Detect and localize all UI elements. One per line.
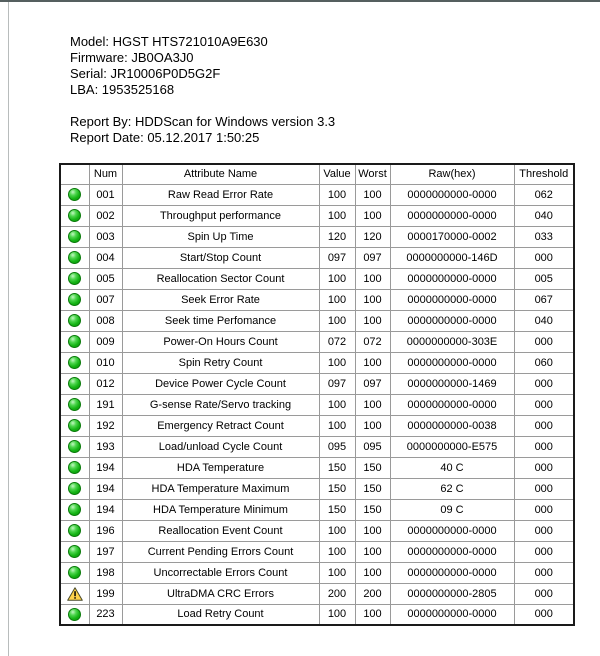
raw-hex-cell: 0000000000-0000 — [390, 268, 514, 289]
threshold-cell: 040 — [514, 205, 574, 226]
table-row — [60, 310, 574, 331]
worst-cell: 120 — [355, 226, 390, 247]
worst-cell: 100 — [355, 268, 390, 289]
column-header-worst: Worst — [355, 164, 390, 184]
table-header — [60, 164, 574, 184]
worst-cell: 097 — [355, 373, 390, 394]
table-row — [60, 436, 574, 457]
drive-info — [70, 34, 600, 146]
value-cell: 100 — [319, 289, 355, 310]
attribute-name-cell: Current Pending Errors Count — [122, 541, 319, 562]
table-row — [60, 541, 574, 562]
worst-cell: 200 — [355, 583, 390, 604]
attribute-name-cell: Load/unload Cycle Count — [122, 436, 319, 457]
num-cell: 009 — [89, 331, 122, 352]
raw-hex-cell: 0000000000-0000 — [390, 541, 514, 562]
raw-hex-cell: 0000000000-1469 — [390, 373, 514, 394]
num-cell: 192 — [89, 415, 122, 436]
raw-hex-cell: 0000000000-0000 — [390, 352, 514, 373]
attribute-name-cell: Emergency Retract Count — [122, 415, 319, 436]
raw-hex-cell: 0000000000-0000 — [390, 394, 514, 415]
threshold-cell: 000 — [514, 541, 574, 562]
green-ball-icon — [68, 524, 81, 537]
value-cell: 100 — [319, 604, 355, 625]
worst-cell: 100 — [355, 562, 390, 583]
green-ball-icon — [68, 314, 81, 327]
value-cell: 097 — [319, 373, 355, 394]
num-cell: 194 — [89, 499, 122, 520]
raw-hex-cell: 62 C — [390, 478, 514, 499]
smart-attributes-table — [59, 163, 575, 626]
attribute-name-cell: Raw Read Error Rate — [122, 184, 319, 205]
status-cell — [60, 541, 89, 562]
threshold-cell: 000 — [514, 604, 574, 625]
num-cell: 002 — [89, 205, 122, 226]
status-cell — [60, 247, 89, 268]
table-row — [60, 415, 574, 436]
green-ball-icon — [68, 251, 81, 264]
worst-cell: 150 — [355, 499, 390, 520]
num-cell: 003 — [89, 226, 122, 247]
status-cell — [60, 478, 89, 499]
status-cell — [60, 205, 89, 226]
green-ball-icon — [68, 398, 81, 411]
attribute-name-cell: Spin Retry Count — [122, 352, 319, 373]
value-cell: 072 — [319, 331, 355, 352]
status-cell — [60, 352, 89, 373]
num-cell: 008 — [89, 310, 122, 331]
threshold-cell: 000 — [514, 562, 574, 583]
table-row — [60, 520, 574, 541]
status-cell — [60, 394, 89, 415]
green-ball-icon — [68, 230, 81, 243]
status-cell — [60, 310, 89, 331]
status-cell — [60, 373, 89, 394]
green-ball-icon — [68, 272, 81, 285]
raw-hex-cell: 0000000000-E575 — [390, 436, 514, 457]
attribute-name-cell: HDA Temperature — [122, 457, 319, 478]
worst-cell: 100 — [355, 352, 390, 373]
firmware-line: Firmware: JB0OA3J0 — [70, 50, 194, 65]
threshold-cell: 040 — [514, 310, 574, 331]
green-ball-icon — [68, 209, 81, 222]
raw-hex-cell: 0000000000-0000 — [390, 310, 514, 331]
worst-cell: 100 — [355, 205, 390, 226]
table-row — [60, 478, 574, 499]
table-row — [60, 352, 574, 373]
worst-cell: 100 — [355, 604, 390, 625]
raw-hex-cell: 0000000000-0000 — [390, 184, 514, 205]
value-cell: 097 — [319, 247, 355, 268]
green-ball-icon — [68, 503, 81, 516]
table-row — [60, 373, 574, 394]
status-cell — [60, 583, 89, 604]
num-cell: 012 — [89, 373, 122, 394]
num-cell: 197 — [89, 541, 122, 562]
worst-cell: 100 — [355, 541, 390, 562]
threshold-cell: 005 — [514, 268, 574, 289]
raw-hex-cell: 40 C — [390, 457, 514, 478]
attribute-name-cell: Uncorrectable Errors Count — [122, 562, 319, 583]
value-cell: 100 — [319, 268, 355, 289]
header-row — [60, 164, 574, 184]
green-ball-icon — [68, 566, 81, 579]
threshold-cell: 000 — [514, 331, 574, 352]
blank-line — [70, 98, 600, 114]
worst-cell: 072 — [355, 331, 390, 352]
threshold-cell: 067 — [514, 289, 574, 310]
value-cell: 150 — [319, 499, 355, 520]
status-cell — [60, 331, 89, 352]
value-cell: 150 — [319, 457, 355, 478]
table-row — [60, 457, 574, 478]
status-cell — [60, 562, 89, 583]
green-ball-icon — [68, 293, 81, 306]
column-header-status — [60, 164, 89, 184]
attribute-name-cell: Device Power Cycle Count — [122, 373, 319, 394]
value-cell: 100 — [319, 205, 355, 226]
threshold-cell: 000 — [514, 457, 574, 478]
attribute-name-cell: Reallocation Sector Count — [122, 268, 319, 289]
value-cell: 100 — [319, 352, 355, 373]
table-row — [60, 205, 574, 226]
green-ball-icon — [68, 482, 81, 495]
attribute-name-cell: Load Retry Count — [122, 604, 319, 625]
attribute-name-cell: HDA Temperature Minimum — [122, 499, 319, 520]
attribute-name-cell: Power-On Hours Count — [122, 331, 319, 352]
attribute-name-cell: Seek time Perfomance — [122, 310, 319, 331]
attribute-name-cell: G-sense Rate/Servo tracking — [122, 394, 319, 415]
raw-hex-cell: 0000000000-0000 — [390, 562, 514, 583]
threshold-cell: 060 — [514, 352, 574, 373]
table-row — [60, 184, 574, 205]
threshold-cell: 033 — [514, 226, 574, 247]
value-cell: 095 — [319, 436, 355, 457]
worst-cell: 150 — [355, 457, 390, 478]
value-cell: 100 — [319, 562, 355, 583]
value-cell: 100 — [319, 394, 355, 415]
num-cell: 004 — [89, 247, 122, 268]
warning-triangle-icon — [67, 587, 83, 601]
green-ball-icon — [68, 419, 81, 432]
worst-cell: 100 — [355, 415, 390, 436]
status-cell — [60, 604, 89, 625]
worst-cell: 095 — [355, 436, 390, 457]
threshold-cell: 000 — [514, 415, 574, 436]
status-cell — [60, 415, 89, 436]
raw-hex-cell: 0000000000-146D — [390, 247, 514, 268]
column-header-num: Num — [89, 164, 122, 184]
num-cell: 194 — [89, 457, 122, 478]
value-cell: 100 — [319, 184, 355, 205]
table-body — [60, 184, 574, 625]
num-cell: 007 — [89, 289, 122, 310]
status-cell — [60, 436, 89, 457]
num-cell: 223 — [89, 604, 122, 625]
status-cell — [60, 457, 89, 478]
status-cell — [60, 499, 89, 520]
value-cell: 100 — [319, 415, 355, 436]
column-header-raw-hex: Raw(hex) — [390, 164, 514, 184]
column-header-value: Value — [319, 164, 355, 184]
threshold-cell: 000 — [514, 247, 574, 268]
attribute-name-cell: HDA Temperature Maximum — [122, 478, 319, 499]
threshold-cell: 000 — [514, 478, 574, 499]
raw-hex-cell: 0000000000-2805 — [390, 583, 514, 604]
green-ball-icon — [68, 545, 81, 558]
num-cell: 001 — [89, 184, 122, 205]
num-cell: 199 — [89, 583, 122, 604]
column-header-threshold: Threshold — [514, 164, 574, 184]
num-cell: 005 — [89, 268, 122, 289]
raw-hex-cell: 0000000000-0000 — [390, 520, 514, 541]
raw-hex-cell: 0000000000-0000 — [390, 604, 514, 625]
table-row — [60, 583, 574, 604]
serial-line: Serial: JR10006P0D5G2F — [70, 66, 221, 81]
value-cell: 150 — [319, 478, 355, 499]
table-row — [60, 331, 574, 352]
green-ball-icon — [68, 188, 81, 201]
column-header-attribute-name: Attribute Name — [122, 164, 319, 184]
status-cell — [60, 184, 89, 205]
worst-cell: 100 — [355, 184, 390, 205]
attribute-name-cell: Reallocation Event Count — [122, 520, 319, 541]
worst-cell: 100 — [355, 520, 390, 541]
table-row — [60, 268, 574, 289]
lba-line: LBA: 1953525168 — [70, 82, 175, 97]
raw-hex-cell: 09 C — [390, 499, 514, 520]
table-row — [60, 289, 574, 310]
num-cell: 010 — [89, 352, 122, 373]
green-ball-icon — [68, 377, 81, 390]
value-cell: 100 — [319, 520, 355, 541]
green-ball-icon — [68, 440, 81, 453]
threshold-cell: 000 — [514, 583, 574, 604]
raw-hex-cell: 0000000000-0038 — [390, 415, 514, 436]
value-cell: 100 — [319, 310, 355, 331]
worst-cell: 150 — [355, 478, 390, 499]
report-by-line: Report By: HDDScan for Windows version 3.3 — [70, 114, 336, 129]
worst-cell: 100 — [355, 394, 390, 415]
attribute-name-cell: Start/Stop Count — [122, 247, 319, 268]
table-row — [60, 499, 574, 520]
raw-hex-cell: 0000000000-0000 — [390, 289, 514, 310]
status-cell — [60, 520, 89, 541]
green-ball-icon — [68, 335, 81, 348]
attribute-name-cell: UltraDMA CRC Errors — [122, 583, 319, 604]
green-ball-icon — [68, 608, 81, 621]
worst-cell: 100 — [355, 289, 390, 310]
green-ball-icon — [68, 461, 81, 474]
raw-hex-cell: 0000000000-0000 — [390, 205, 514, 226]
worst-cell: 097 — [355, 247, 390, 268]
num-cell: 193 — [89, 436, 122, 457]
threshold-cell: 000 — [514, 436, 574, 457]
table-row — [60, 247, 574, 268]
num-cell: 194 — [89, 478, 122, 499]
num-cell: 191 — [89, 394, 122, 415]
threshold-cell: 000 — [514, 499, 574, 520]
status-cell — [60, 226, 89, 247]
value-cell: 200 — [319, 583, 355, 604]
value-cell: 100 — [319, 541, 355, 562]
table-row — [60, 394, 574, 415]
status-cell — [60, 289, 89, 310]
attribute-name-cell: Spin Up Time — [122, 226, 319, 247]
num-cell: 196 — [89, 520, 122, 541]
table-row — [60, 604, 574, 625]
threshold-cell: 000 — [514, 373, 574, 394]
raw-hex-cell: 0000000000-303E — [390, 331, 514, 352]
attribute-name-cell: Seek Error Rate — [122, 289, 319, 310]
raw-hex-cell: 0000170000-0002 — [390, 226, 514, 247]
threshold-cell: 062 — [514, 184, 574, 205]
num-cell: 198 — [89, 562, 122, 583]
attribute-name-cell: Throughput performance — [122, 205, 319, 226]
threshold-cell: 000 — [514, 394, 574, 415]
table-row — [60, 226, 574, 247]
status-cell — [60, 268, 89, 289]
green-ball-icon — [68, 356, 81, 369]
report-date-line: Report Date: 05.12.2017 1:50:25 — [70, 130, 260, 145]
value-cell: 120 — [319, 226, 355, 247]
threshold-cell: 000 — [514, 520, 574, 541]
worst-cell: 100 — [355, 310, 390, 331]
table-row — [60, 562, 574, 583]
model-line: Model: HGST HTS721010A9E630 — [70, 34, 268, 49]
